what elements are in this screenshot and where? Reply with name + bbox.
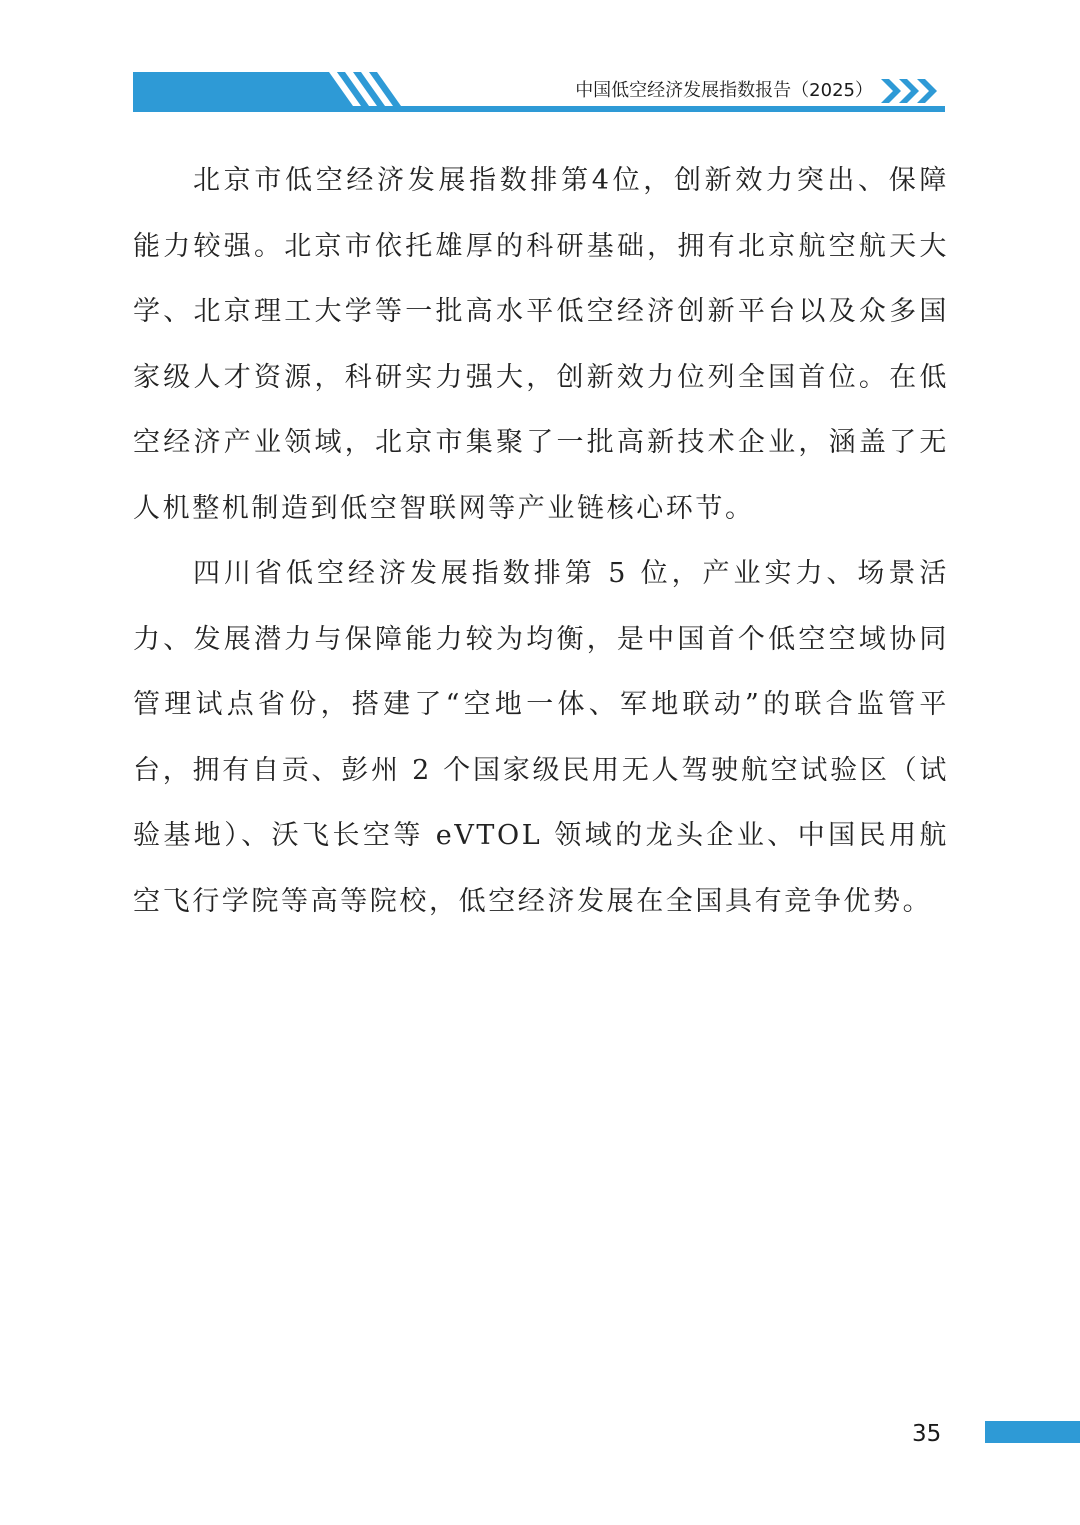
paragraph-sichuan: 四川省低空经济发展指数排第 5 位，产业实力、场景活力、发展潜力与保障能力较为均衡，是中国首个低空空域协同管理试点省份，搭建了“空地一体、军地联动”的联合监管平台，拥有自贡、彭州 2 个国家级民用无人驾驶航空试验区（试验基地）、沃飞长空等 eVTOL 领域的龙头企业、中国民用航空飞行学院等高等院校，低空经济发展在全国具有竞争优势。: [133, 558, 949, 917]
header-baseline: [133, 106, 945, 112]
page-number: 35: [912, 1421, 942, 1447]
paragraph-beijing: 北京市低空经济发展指数排第4位，创新效力突出、保障能力较强。北京市依托雄厚的科研基础，拥有北京航空航天大学、北京理工大学等一批高水平低空经济创新平台以及众多国家级人才资源，科研实力强大，创新效力位列全国首位。在低空经济产业领域，北京市集聚了一批高新技术企业，涵盖了无人机整机制造到低空智联网等产业链核心环节。: [133, 165, 949, 524]
page-header: [133, 72, 945, 112]
footer-accent-bar: [985, 1421, 1080, 1443]
report-title: 中国低空经济发展指数报告（2025）: [575, 80, 873, 101]
report-body: [133, 148, 949, 934]
triple-chevron-right-icon: [881, 77, 941, 105]
